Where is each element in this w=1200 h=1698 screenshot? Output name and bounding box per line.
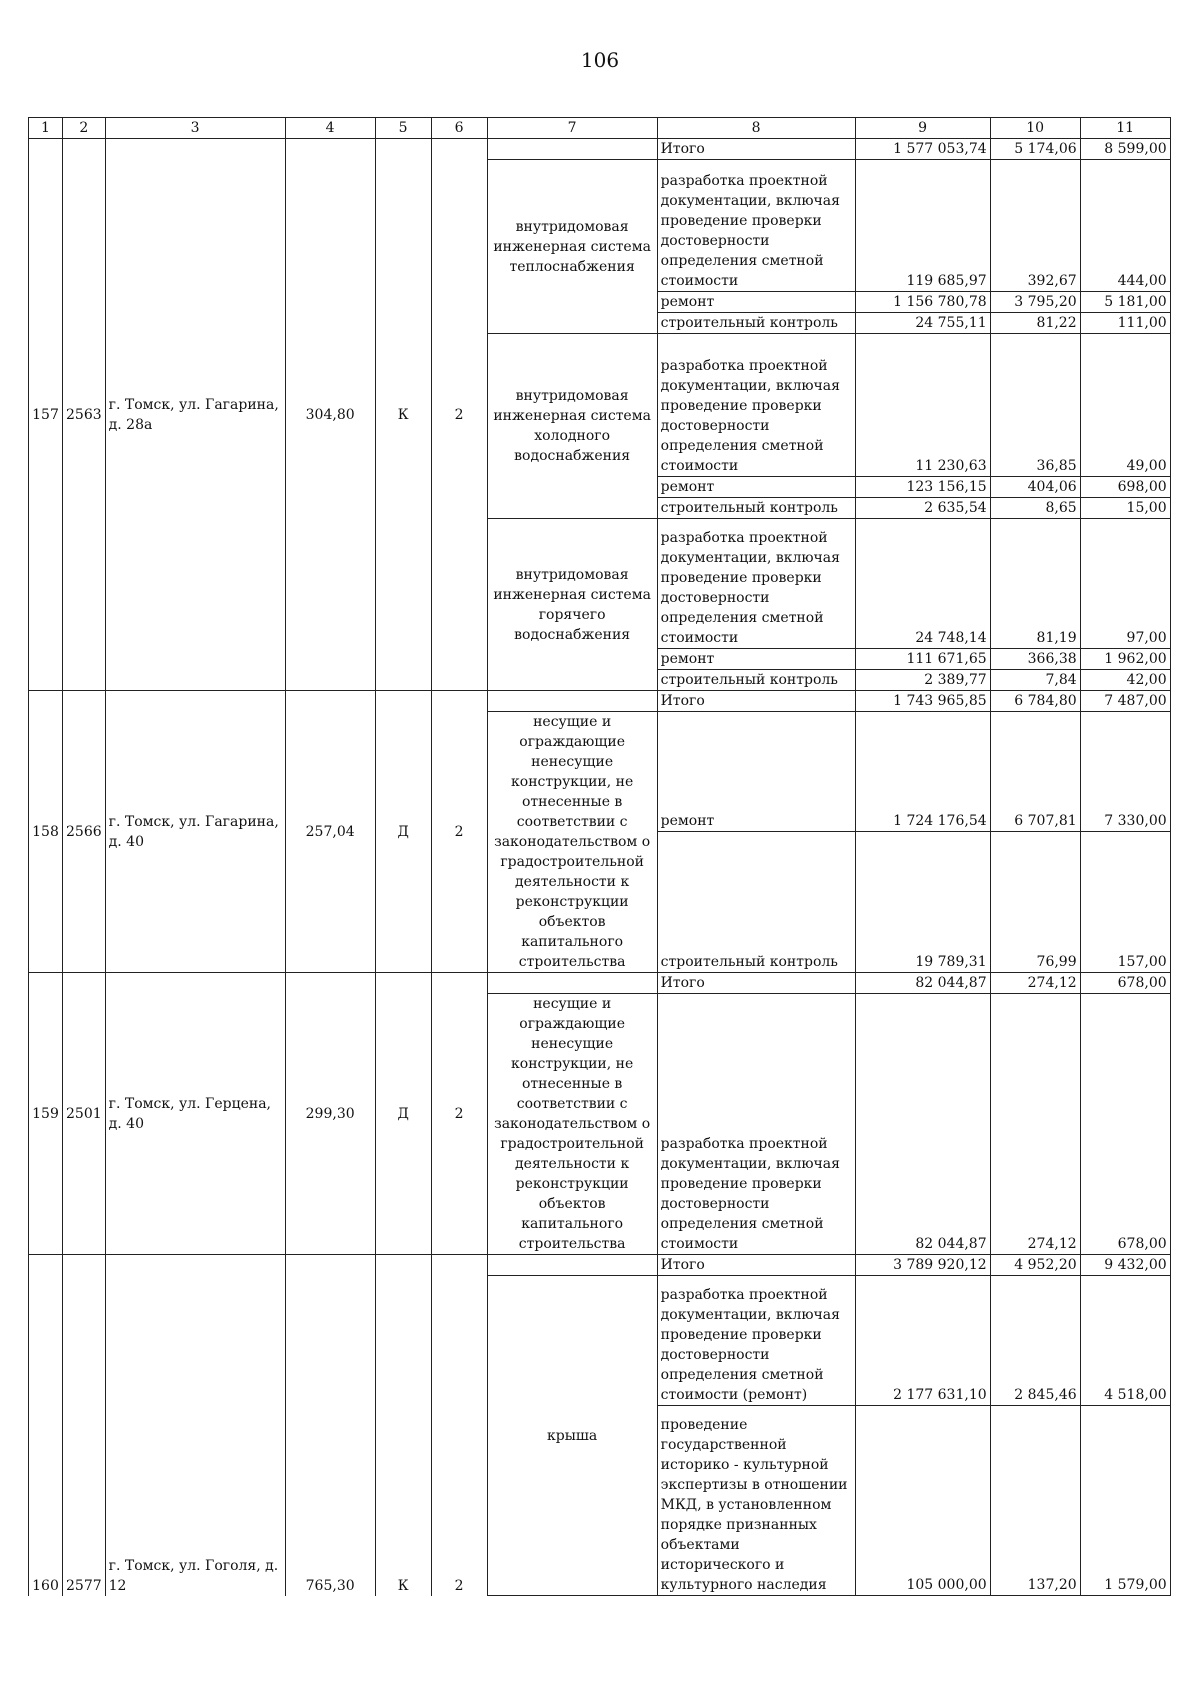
work-label: разработка проектной документации, включая проведение проверки достоверности определения сметной стоимости (657, 519, 855, 649)
value-v10: 366,38 (990, 649, 1080, 670)
value-v11: 42,00 (1080, 670, 1170, 691)
row-number: 159 (29, 973, 63, 1255)
col-header: 7 (487, 118, 657, 139)
value-v9: 2 389,77 (855, 670, 990, 691)
value-v10: 404,06 (990, 477, 1080, 498)
address: г. Томск, ул. Герцена, д. 40 (105, 973, 285, 1255)
value-v10: 2 845,46 (990, 1276, 1080, 1406)
value-v10: 76,99 (990, 832, 1080, 973)
value-v9: 123 156,15 (855, 477, 990, 498)
area: 299,30 (285, 973, 375, 1255)
house-type: К (375, 1255, 431, 1596)
value-v11: 698,00 (1080, 477, 1170, 498)
col-header: 5 (375, 118, 431, 139)
area: 257,04 (285, 691, 375, 973)
empty-cell (487, 973, 657, 994)
work-label: строительный контроль (657, 313, 855, 334)
value-v10: 7,84 (990, 670, 1080, 691)
area: 765,30 (285, 1255, 375, 1596)
work-label: ремонт (657, 292, 855, 313)
house-id: 2563 (63, 139, 106, 691)
house-id: 2501 (63, 973, 106, 1255)
col-header: 3 (105, 118, 285, 139)
value-v9: 2 635,54 (855, 498, 990, 519)
address: г. Томск, ул. Гоголя, д. 12 (105, 1255, 285, 1596)
work-label: строительный контроль (657, 832, 855, 973)
value-v11: 15,00 (1080, 498, 1170, 519)
table-row (29, 139, 1171, 160)
empty-cell (487, 1255, 657, 1276)
capital-repair-table (28, 117, 1171, 1596)
value-v9: 111 671,65 (855, 649, 990, 670)
area: 304,80 (285, 139, 375, 691)
value-v11: 678,00 (1080, 994, 1170, 1255)
value-v10: 36,85 (990, 334, 1080, 477)
value-v9: 11 230,63 (855, 334, 990, 477)
col-header: 9 (855, 118, 990, 139)
work-type: крыша (487, 1276, 657, 1596)
value-v11: 97,00 (1080, 519, 1170, 649)
row-number: 158 (29, 691, 63, 973)
row-number: 160 (29, 1255, 63, 1596)
col-header: 1 (29, 118, 63, 139)
work-label: строительный контроль (657, 670, 855, 691)
table-row (29, 691, 1171, 712)
value-v9: 82 044,87 (855, 994, 990, 1255)
value-v9: 1 156 780,78 (855, 292, 990, 313)
work-label: ремонт (657, 712, 855, 832)
col-header: 6 (431, 118, 487, 139)
value-v10: 81,19 (990, 519, 1080, 649)
value-v9: 119 685,97 (855, 160, 990, 292)
work-label: ремонт (657, 649, 855, 670)
value-v10: 6 707,81 (990, 712, 1080, 832)
work-label: ремонт (657, 477, 855, 498)
work-label: разработка проектной документации, включая проведение проверки достоверности определения сметной стоимости (ремонт) (657, 1276, 855, 1406)
table-row (29, 973, 1171, 994)
page-number: 106 (580, 48, 620, 72)
work-label: разработка проектной документации, включая проведение проверки достоверности определения сметной стоимости (657, 994, 855, 1255)
total-v10: 274,12 (990, 973, 1080, 994)
total-v9: 1 743 965,85 (855, 691, 990, 712)
table-row (29, 1255, 1171, 1276)
total-v10: 6 784,80 (990, 691, 1080, 712)
value-v11: 157,00 (1080, 832, 1170, 973)
row-number: 157 (29, 139, 63, 691)
total-label: Итого (657, 139, 855, 160)
value-v11: 444,00 (1080, 160, 1170, 292)
value-v11: 4 518,00 (1080, 1276, 1170, 1406)
col6-value: 2 (431, 691, 487, 973)
value-v10: 392,67 (990, 160, 1080, 292)
value-v11: 49,00 (1080, 334, 1170, 477)
work-label: разработка проектной документации, включая проведение проверки достоверности определения сметной стоимости (657, 160, 855, 292)
work-type: внутридомовая инженерная система теплоснабжения (487, 160, 657, 334)
total-v9: 82 044,87 (855, 973, 990, 994)
empty-cell (487, 691, 657, 712)
value-v10: 274,12 (990, 994, 1080, 1255)
total-v9: 1 577 053,74 (855, 139, 990, 160)
address: г. Томск, ул. Гагарина, д. 28а (105, 139, 285, 691)
value-v11: 5 181,00 (1080, 292, 1170, 313)
value-v9: 105 000,00 (855, 1406, 990, 1596)
work-type: несущие и ограждающие ненесущие конструкции, не отнесенные в соответствии с законодательством о градостроительной деятельности к реконструкции объектов капитального строительства (487, 994, 657, 1255)
house-type: К (375, 139, 431, 691)
total-label: Итого (657, 973, 855, 994)
house-type: Д (375, 691, 431, 973)
total-label: Итого (657, 1255, 855, 1276)
total-v9: 3 789 920,12 (855, 1255, 990, 1276)
work-type: внутридомовая инженерная система холодного водоснабжения (487, 334, 657, 519)
work-type: несущие и ограждающие ненесущие конструкции, не отнесенные в соответствии с законодательством о градостроительной деятельности к реконструкции объектов капитального строительства (487, 712, 657, 973)
value-v11: 7 330,00 (1080, 712, 1170, 832)
col-header: 8 (657, 118, 855, 139)
value-v9: 1 724 176,54 (855, 712, 990, 832)
col-header: 4 (285, 118, 375, 139)
total-label: Итого (657, 691, 855, 712)
col6-value: 2 (431, 973, 487, 1255)
col6-value: 2 (431, 1255, 487, 1596)
house-type: Д (375, 973, 431, 1255)
value-v9: 24 755,11 (855, 313, 990, 334)
value-v9: 24 748,14 (855, 519, 990, 649)
value-v10: 81,22 (990, 313, 1080, 334)
value-v10: 8,65 (990, 498, 1080, 519)
total-v11: 8 599,00 (1080, 139, 1170, 160)
house-id: 2577 (63, 1255, 106, 1596)
work-label: разработка проектной документации, включая проведение проверки достоверности определения сметной стоимости (657, 334, 855, 477)
work-label: проведение государственной историко - культурной экспертизы в отношении МКД, в установленном порядке признанных объектами исторического и культурного наследия (657, 1406, 855, 1596)
house-id: 2566 (63, 691, 106, 973)
total-v11: 678,00 (1080, 973, 1170, 994)
work-label: строительный контроль (657, 498, 855, 519)
value-v11: 1 962,00 (1080, 649, 1170, 670)
empty-cell (487, 139, 657, 160)
col-header: 10 (990, 118, 1080, 139)
col-header: 2 (63, 118, 106, 139)
column-number-row (29, 118, 1171, 139)
total-v11: 7 487,00 (1080, 691, 1170, 712)
value-v11: 1 579,00 (1080, 1406, 1170, 1596)
col6-value: 2 (431, 139, 487, 691)
value-v10: 137,20 (990, 1406, 1080, 1596)
address: г. Томск, ул. Гагарина, д. 40 (105, 691, 285, 973)
col-header: 11 (1080, 118, 1170, 139)
total-v11: 9 432,00 (1080, 1255, 1170, 1276)
total-v10: 5 174,06 (990, 139, 1080, 160)
value-v9: 19 789,31 (855, 832, 990, 973)
value-v10: 3 795,20 (990, 292, 1080, 313)
work-type: внутридомовая инженерная система горячего водоснабжения (487, 519, 657, 691)
total-v10: 4 952,20 (990, 1255, 1080, 1276)
value-v11: 111,00 (1080, 313, 1170, 334)
value-v9: 2 177 631,10 (855, 1276, 990, 1406)
